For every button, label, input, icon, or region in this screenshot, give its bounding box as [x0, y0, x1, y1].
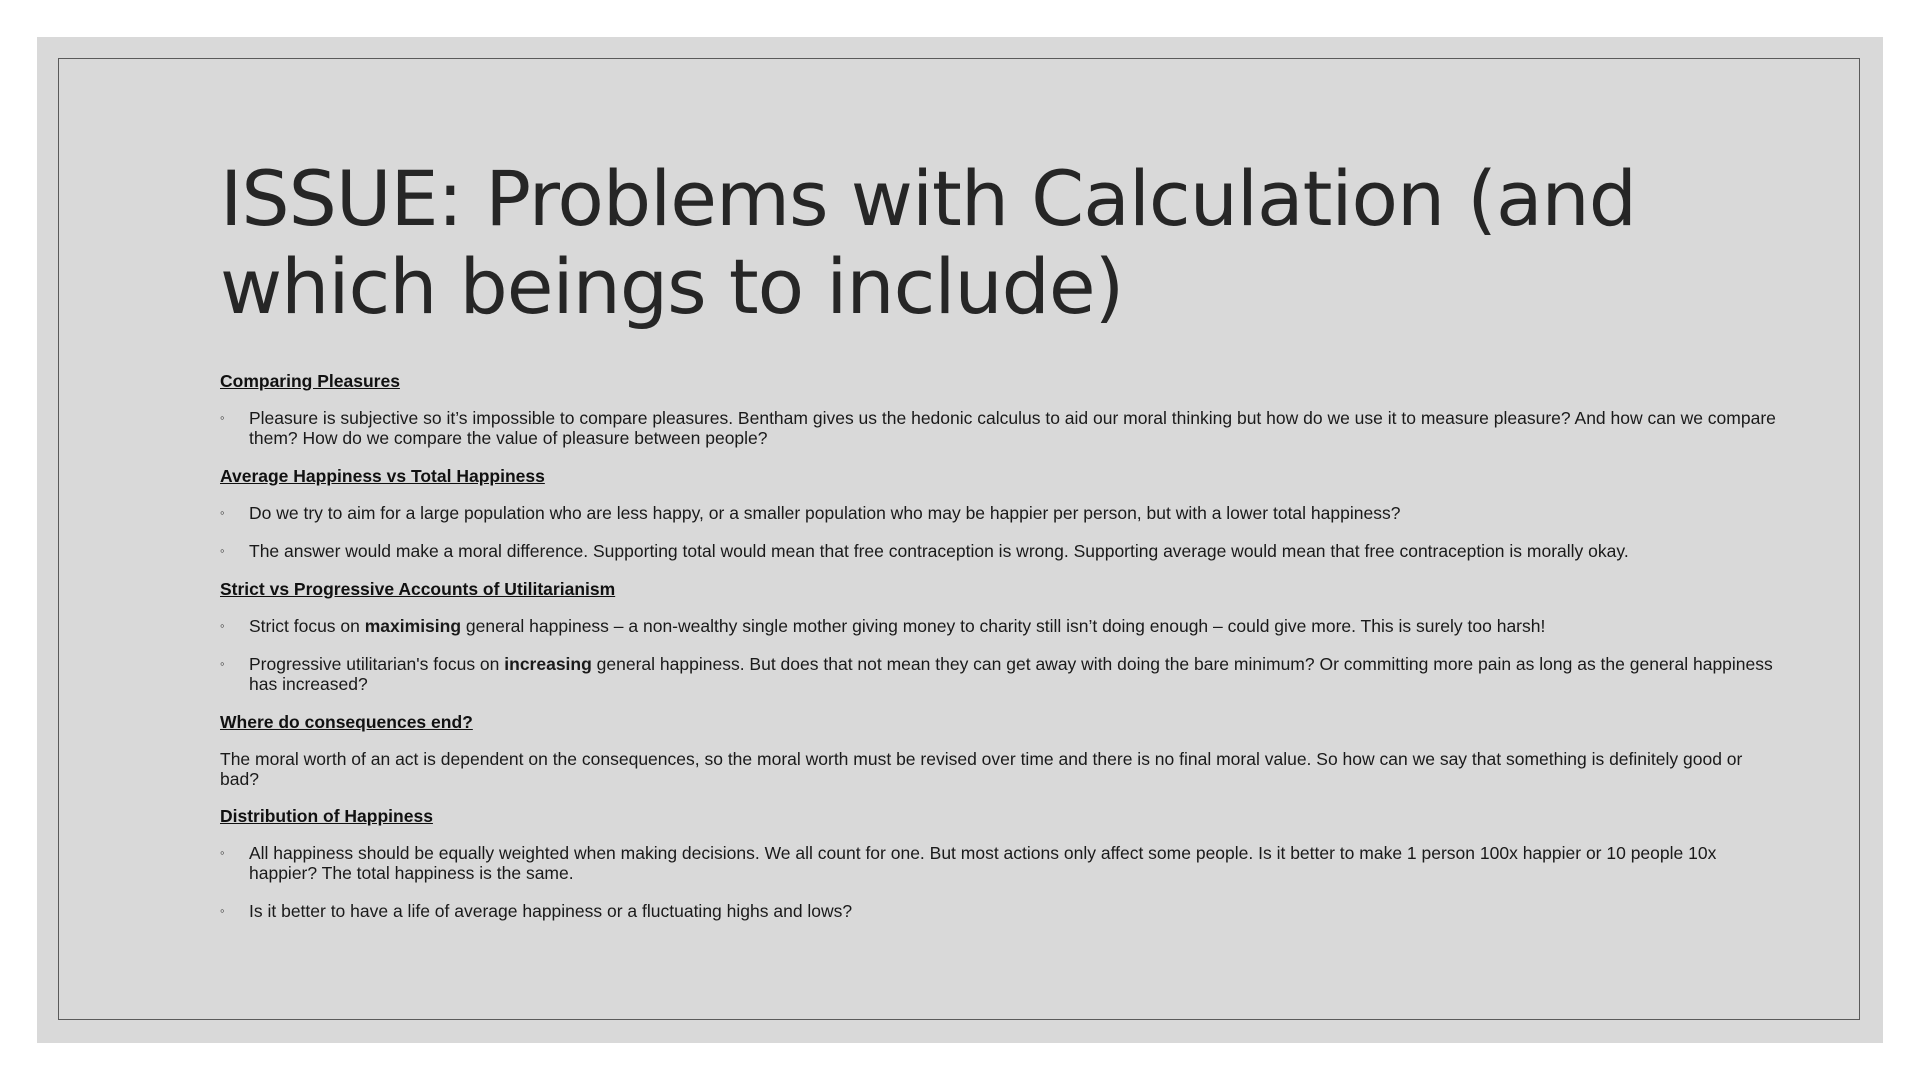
heading-distribution: Distribution of Happiness — [220, 806, 433, 826]
list-item — [220, 541, 1785, 561]
bullet-text-bold: maximising — [364, 616, 462, 636]
bullet-text-post: general happiness. But does that not mean they can get away with doing the bare minimum? Or committing more pain as long as the general happiness has increased? — [249, 654, 1773, 694]
bullet-text: Is it better to have a life of average happiness or a fluctuating highs and lows? — [249, 901, 853, 921]
bullet-text: Pleasure is subjective so it’s impossible to compare pleasures. Bentham gives us the hedonic calculus to aid our moral thinking but how do we use it to measure pleasure? And how can we compare them? How do we compare the value of pleasure between people? — [249, 408, 1776, 448]
list-item — [220, 843, 1785, 883]
bullet-circle-icon: ◦ — [220, 845, 225, 860]
heading-average-vs-total: Average Happiness vs Total Happiness — [220, 466, 545, 486]
list-item — [220, 503, 1785, 523]
bullet-circle-icon: ◦ — [220, 656, 225, 671]
bullet-text: Do we try to aim for a large population who are less happy, or a smaller population who may be happier per person, but with a lower total happiness? — [249, 503, 1401, 523]
slide — [37, 37, 1883, 1043]
bullet-circle-icon: ◦ — [220, 618, 225, 633]
slide-title: ISSUE: Problems with Calculation (and which beings to include) — [220, 154, 1636, 331]
heading-strict-vs-progressive: Strict vs Progressive Accounts of Utilitarianism — [220, 579, 616, 599]
bullet-circle-icon: ◦ — [220, 505, 225, 520]
bullet-circle-icon: ◦ — [220, 543, 225, 558]
bullet-circle-icon: ◦ — [220, 410, 225, 425]
paragraph-consequences: The moral worth of an act is dependent on the consequences, so the moral worth must be revised over time and there is no final moral value. So how can we say that something is definitely good or bad? — [220, 749, 1743, 789]
bullet-text-pre: Progressive utilitarian's focus on — [249, 654, 505, 674]
bullet-circle-icon: ◦ — [220, 903, 225, 918]
list-item — [220, 408, 1785, 448]
bullet-text-pre: Strict focus on — [249, 616, 365, 636]
bullet-text-post: general happiness – a non-wealthy single mother giving money to charity still isn’t doing enough – could give more. This is surely too harsh! — [461, 616, 1546, 636]
slide-body — [220, 371, 1785, 939]
bullet-text: The answer would make a moral difference. Supporting total would mean that free contraception is wrong. Supporting average would mean that free contraception is morally okay. — [249, 541, 1629, 561]
heading-comparing-pleasures: Comparing Pleasures — [220, 371, 400, 391]
bullet-text: All happiness should be equally weighted when making decisions. We all count for one. But most actions only affect some people. Is it better to make 1 person 100x happier or 10 people 10x happier? The total happiness is the same. — [249, 843, 1717, 883]
list-item — [220, 616, 1785, 636]
list-item — [220, 901, 1785, 921]
bullet-text-bold: increasing — [504, 654, 592, 674]
heading-consequences: Where do consequences end? — [220, 712, 473, 732]
list-item — [220, 654, 1785, 694]
